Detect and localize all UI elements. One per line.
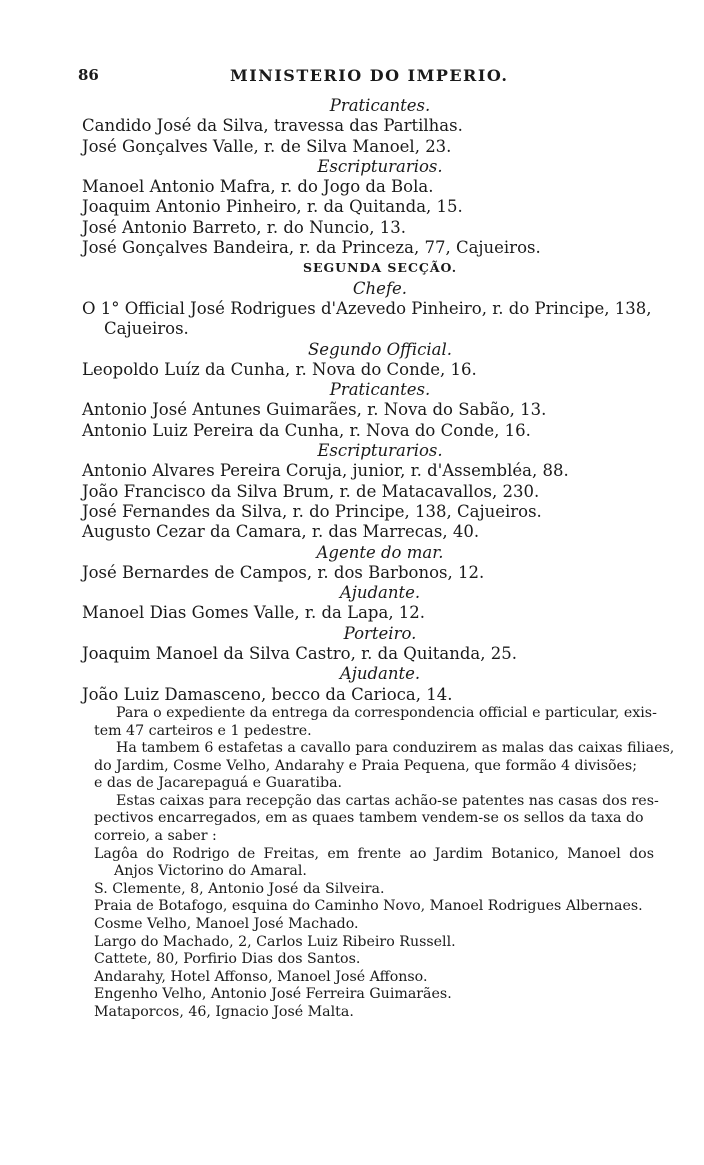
note-line: Mataporcos, 46, Ignacio José Malta. (94, 1004, 354, 1020)
note-line: Lagôa do Rodrigo de Freitas, em frente ao Jardim Botanico, Manoel dos (94, 845, 654, 862)
note-line: correio, a saber : (94, 828, 217, 845)
directory-entry: Augusto Cezar da Camara, r. das Marrecas, 40. (82, 522, 480, 542)
section-heading: Porteiro. (343, 623, 417, 643)
directory-entry: João Luiz Damasceno, becco da Carioca, 14. (82, 684, 453, 704)
note-paragraph-start: Para o expediente da entrega da correspondencia official e particular, exis- (116, 704, 657, 721)
text-body (78, 96, 675, 1022)
note-line: pectivos encarregados, em as quaes tambem vendem-se os sellos da taxa do (94, 810, 644, 827)
note-continuation: Anjos Victorino do Amaral. (114, 863, 307, 880)
page-number: 86 (78, 66, 99, 84)
note-line: Cosme Velho, Manoel José Machado. (94, 916, 359, 933)
note-line: e das de Jacarepaguá e Guaratiba. (94, 775, 343, 792)
note-line: tem 47 carteiros e 1 pedestre. (94, 722, 312, 739)
note-line: do Jardim, Cosme Velho, Andarahy e Praia Pequena, que formão 4 divisões; (94, 757, 637, 774)
directory-entry: José Fernandes da Silva, r. do Principe, 138, Cajueiros. (82, 501, 542, 521)
note-line: Cattete, 80, Porfirio Dias dos Santos. (94, 951, 361, 968)
page-header (78, 66, 638, 90)
section-heading: Ajudante. (339, 583, 421, 603)
section-heading: Escripturarios. (317, 441, 443, 461)
note-line: Largo do Machado, 2, Carlos Luiz Ribeiro Russell. (94, 933, 456, 950)
note-line: Engenho Velho, Antonio José Ferreira Guimarães. (94, 986, 452, 1003)
directory-entry: João Francisco da Silva Brum, r. de Matacavallos, 230. (82, 481, 540, 501)
directory-entry: Manoel Dias Gomes Valle, r. da Lapa, 12. (82, 603, 426, 623)
directory-entry: Candido José da Silva, travessa das Partilhas. (82, 116, 463, 136)
directory-entry: Antonio José Antunes Guimarães, r. Nova do Sabão, 13. (82, 400, 547, 420)
directory-entry: José Gonçalves Valle, r. de Silva Manoel, 23. (82, 136, 452, 156)
note-paragraph-start: Estas caixas para recepção das cartas achão-se patentes nas casas dos res- (116, 792, 659, 809)
directory-entry: José Antonio Barreto, r. do Nuncio, 13. (82, 217, 406, 237)
directory-entry: José Bernardes de Campos, r. dos Barbonos, 12. (82, 562, 485, 582)
section-heading: Chefe. (352, 278, 408, 298)
section-heading: Segundo Official. (308, 339, 452, 359)
section-title: SEGUNDA SECÇÃO. (302, 260, 458, 276)
directory-entry: O 1° Official José Rodrigues d'Azevedo Pinheiro, r. do Principe, 138, (82, 298, 652, 318)
note-paragraph-start: Ha tambem 6 estafetas a cavallo para conduzirem as malas das caixas filiaes, (116, 740, 675, 757)
note-line: Andarahy, Hotel Affonso, Manoel José Affonso. (94, 968, 428, 985)
directory-entry: Antonio Luiz Pereira da Cunha, r. Nova do Conde, 16. (82, 420, 531, 440)
section-heading: Agente do mar. (316, 542, 444, 562)
entry-continuation: Cajueiros. (104, 319, 189, 339)
section-heading: Praticantes. (329, 380, 431, 400)
section-heading: Praticantes. (329, 96, 431, 115)
directory-entry: Joaquim Manoel da Silva Castro, r. da Quitanda, 25. (82, 644, 517, 664)
running-title: MINISTERIO DO IMPERIO. (230, 66, 509, 85)
directory-entry: Joaquim Antonio Pinheiro, r. da Quitanda, 15. (82, 197, 463, 217)
note-line: Praia de Botafogo, esquina do Caminho Novo, Manoel Rodrigues Albernaes. (94, 898, 643, 915)
note-line: S. Clemente, 8, Antonio José da Silveira. (94, 880, 385, 897)
directory-entry: Manoel Antonio Mafra, r. do Jogo da Bola. (82, 177, 434, 197)
directory-entry: Antonio Alvares Pereira Coruja, junior, r. d'Assembléa, 88. (82, 461, 569, 481)
directory-entry: Leopoldo Luíz da Cunha, r. Nova do Conde, 16. (82, 359, 477, 379)
directory-entry: José Gonçalves Bandeira, r. da Princeza, 77, Cajueiros. (82, 238, 541, 258)
section-heading: Escripturarios. (317, 156, 443, 176)
section-heading: Ajudante. (339, 664, 421, 684)
